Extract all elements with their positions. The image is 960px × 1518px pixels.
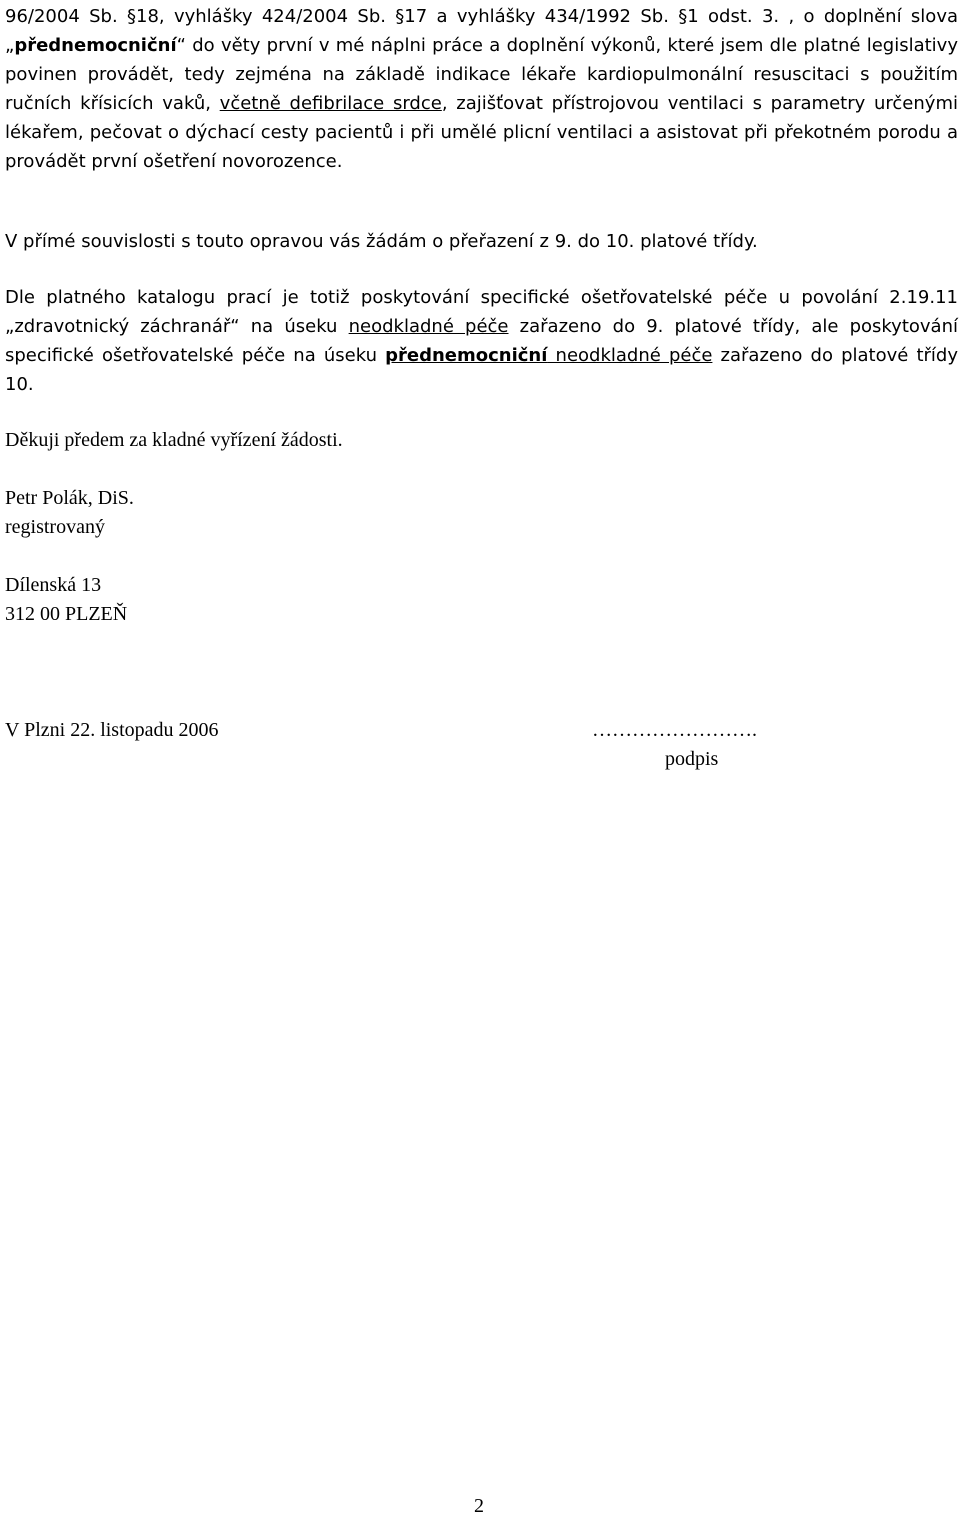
paragraph3-part2: zařazeno do 9. platové třídy, ale poskytování specifické ošetřovatelské péče na úseku — [5, 316, 958, 366]
paragraph-catalog — [5, 283, 958, 399]
paragraph3-part1: Dle platného katalogu prací je totiž poskytování specifické ošetřovatelské péče u povolání 2.19.11 „zdravotnický záchranář“ na úseku — [5, 287, 958, 337]
signature-line: ……………………. — [592, 719, 757, 741]
paragraph1-part1: 96/2004 Sb. §18, vyhlášky 424/2004 Sb. §17 a vyhlášky 434/1992 Sb. §1 odst. 3. , o doplnění slova „ — [5, 6, 958, 56]
underlined-neodkladne-pece-2: neodkladné péče — [547, 345, 713, 366]
bold-underlined-prednemocnicni: přednemocniční — [385, 345, 548, 366]
paragraph1-part2: “ do věty první v mé náplni práce a doplnění výkonů, které jsem dle platné legislativy povinen provádět, tedy zejména na základě indikace lékaře kardiopulmonální resuscitaci s použitím ručních křísicích vaků, — [5, 35, 958, 114]
bold-word-prednemocnicni: přednemocniční — [14, 35, 177, 56]
signature-label: podpis — [665, 748, 719, 770]
sender-street: Dílenská 13 — [5, 574, 102, 596]
paragraph-legislation — [5, 2, 958, 176]
paragraph3-part3: zařazeno do platové třídy 10. — [5, 345, 958, 395]
paragraph1-part3: , zajišťovat přístrojovou ventilaci s parametry určenými lékařem, pečovat o dýchací cesty pacientů i při umělé plicní ventilaci a asistovat při překotném porodu a provádět první ošetření novorozence. — [5, 93, 958, 172]
underlined-neodkladne-pece: neodkladné péče — [348, 316, 509, 337]
sender-name: Petr Polák, DiS. — [5, 487, 134, 509]
page-number: 2 — [474, 1495, 484, 1517]
underlined-defibrilace: včetně defibrilace srdce — [219, 93, 442, 114]
sender-title: registrovaný — [5, 516, 105, 538]
paragraph-request: V přímé souvislosti s touto opravou vás žádám o přeřazení z 9. do 10. platové třídy. — [5, 231, 758, 252]
thanks-line: Děkuji předem za kladné vyřízení žádosti. — [5, 429, 343, 451]
sender-city: 312 00 PLZEŇ — [5, 603, 128, 625]
place-date: V Plzni 22. listopadu 2006 — [5, 719, 219, 741]
